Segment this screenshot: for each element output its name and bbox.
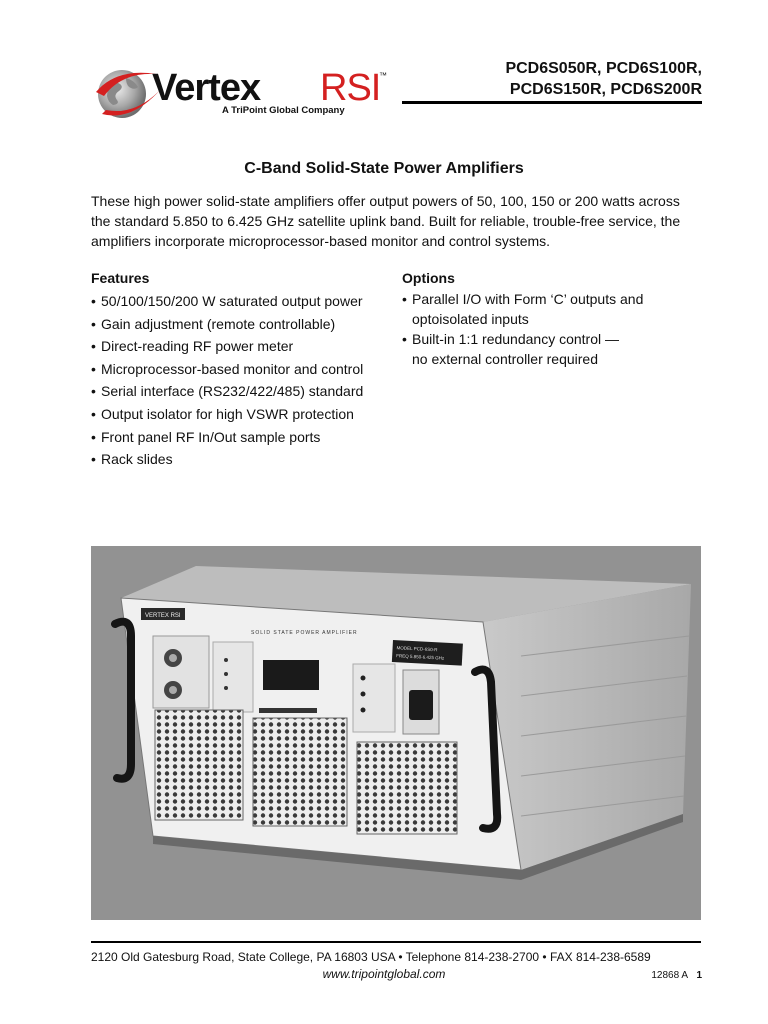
list-item: • Direct-reading RF power meter xyxy=(91,338,294,355)
svg-text:™: ™ xyxy=(379,71,387,80)
footer-divider xyxy=(91,941,701,943)
options-list xyxy=(402,290,702,369)
amplifier-chassis-illustration xyxy=(91,546,701,920)
svg-text:A TriPoint Global Company: A TriPoint Global Company xyxy=(222,105,345,116)
page-number: 1 xyxy=(696,970,702,981)
vertex-rsi-logo xyxy=(92,62,392,122)
svg-text:VERTEX RSI: VERTEX RSI xyxy=(145,613,181,619)
globe-swoosh-icon xyxy=(92,62,392,122)
list-item: • Parallel I/O with Form ‘C’ outputs and optoisolated inputs xyxy=(402,291,644,327)
list-item: • Serial interface (RS232/422/485) standard xyxy=(91,383,364,400)
svg-text:FREQ 5.850-6.425 GHz: FREQ 5.850-6.425 GHz xyxy=(396,653,445,661)
options-heading: Options xyxy=(402,270,455,286)
header-divider xyxy=(402,101,702,104)
options-section xyxy=(402,270,702,370)
document-number: 12868 A 1 xyxy=(651,970,702,981)
product-photo xyxy=(91,546,701,920)
website-link[interactable]: www.tripointglobal.com xyxy=(322,967,446,981)
features-heading: Features xyxy=(91,270,150,286)
list-item: • Rack slides xyxy=(91,451,173,468)
list-item: • 50/100/150/200 W saturated output power xyxy=(91,293,363,309)
intro-paragraph: These high power solid-state amplifiers offer output powers of 50, 100, 150 or 200 watts across the standard 5.850 to 6.425 GHz satellite uplink band. Built for reliable, trouble-free service, the amplifiers incorporate microprocessor-based monitor and control systems. xyxy=(91,193,681,249)
svg-text:SOLID STATE POWER AMPLIFIER: SOLID STATE POWER AMPLIFIER xyxy=(251,630,358,636)
model-numbers xyxy=(402,58,702,100)
features-list xyxy=(91,290,401,471)
model-line: PCD6S050R, PCD6S100R, xyxy=(505,60,702,77)
list-item: • Built-in 1:1 redundancy control — no external controller required xyxy=(402,331,619,367)
list-item: • Microprocessor-based monitor and control xyxy=(91,360,364,377)
svg-text:MODEL PCD-6S0-R: MODEL PCD-6S0-R xyxy=(396,645,438,653)
list-item: • Front panel RF In/Out sample ports xyxy=(91,428,321,445)
list-item: • Gain adjustment (remote controllable) xyxy=(91,315,336,332)
list-item: • Output isolator for high VSWR protection xyxy=(91,405,354,422)
page-title: C-Band Solid-State Power Amplifiers xyxy=(244,160,524,177)
model-line: PCD6S150R, PCD6S200R xyxy=(509,81,702,98)
features-section xyxy=(91,270,401,471)
svg-text:RSI: RSI xyxy=(320,67,381,109)
company-address: 2120 Old Gatesburg Road, State College, PA 16803 USA • Telephone 814-238-2700 • FAX 814-238-6589 xyxy=(91,950,651,964)
svg-text:Vertex: Vertex xyxy=(152,67,261,109)
